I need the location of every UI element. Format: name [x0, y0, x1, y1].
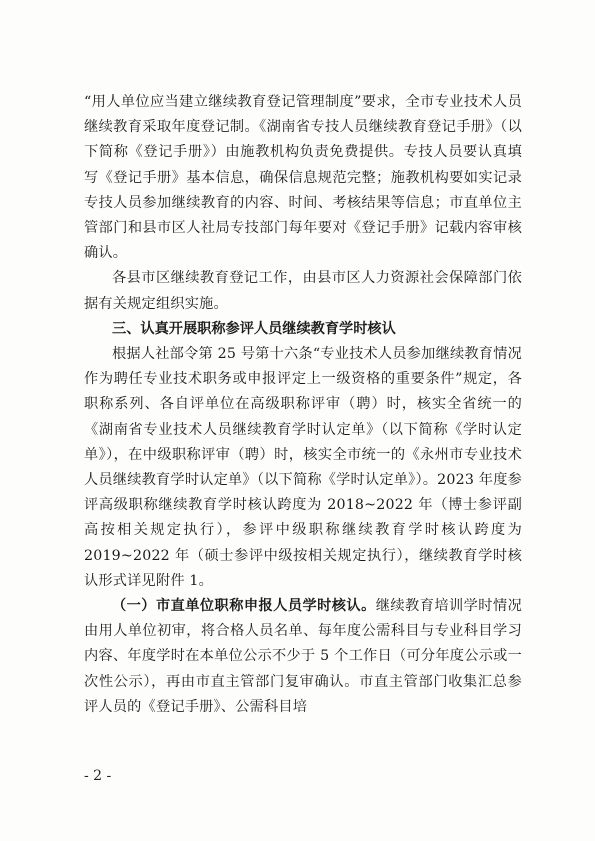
- document-body: [84, 90, 522, 720]
- subsection-lead: （一）市直单位职称申报人员学时核认。: [112, 598, 376, 615]
- subsection-text: 继续教育培训学时情况由用人单位初审，将合格人员名单、每年度公需科目与专业科目学习内容、年度学时在本单位公示不少于 5 个工作日（可分年度公示或一次性公示），再由市直主管部门复审确认。市直主管部门收集汇总参评人员的《登记手册》、公需科目培: [84, 598, 522, 715]
- subsection-municipal-units: [84, 594, 522, 720]
- paragraph-county-registration: 各县市区继续教育登记工作，由县市区人力资源社会保障部门依据有关规定组织实施。: [84, 270, 522, 312]
- page-number: - 2 -: [84, 768, 112, 784]
- paragraph-title-evaluation-hours: 根据人社部令第 25 号第十六条“专业技术人员参加继续教育情况作为聘任专业技术职务或申报评定上一级资格的重要条件”规定，各职称系列、各自评单位在高级职称评审（聘）时，核实全省统一的《湖南省专业技术人员继续教育学时认定单》（以下简称《学时认定单》），在中级职称评审（聘）时，核实全市统一的《永州市专业技术人员继续教育学时认定单》（以下简称《学时认定单》）。2023 年度参评高级职称继续教育学时核认跨度为 2018~2022 年（博士参评副高按相关规定执行），参评中级职称继续教育学时核认跨度为 2019~2022 年（硕士参评中级按相关规定执行），继续教育学时核认形式详见附件 1。: [84, 346, 522, 589]
- section-heading-3: 三、认真开展职称参评人员继续教育学时核认: [112, 320, 396, 337]
- paragraph-registration-system: “用人单位应当建立继续教育登记管理制度”要求，全市专业技术人员继续教育采取年度登记制。《湖南省专技人员继续教育登记手册》（以下简称《登记手册》）由施教机构负责免费提供。专技人员要认真填写《登记手册》基本信息，确保信息规范完整；施教机构要如实记录专技人员参加继续教育的内容、时间、考核结果等信息；市直单位主管部门和县市区人社局专技部门每年要对《登记手册》记载内容审核确认。: [84, 94, 522, 262]
